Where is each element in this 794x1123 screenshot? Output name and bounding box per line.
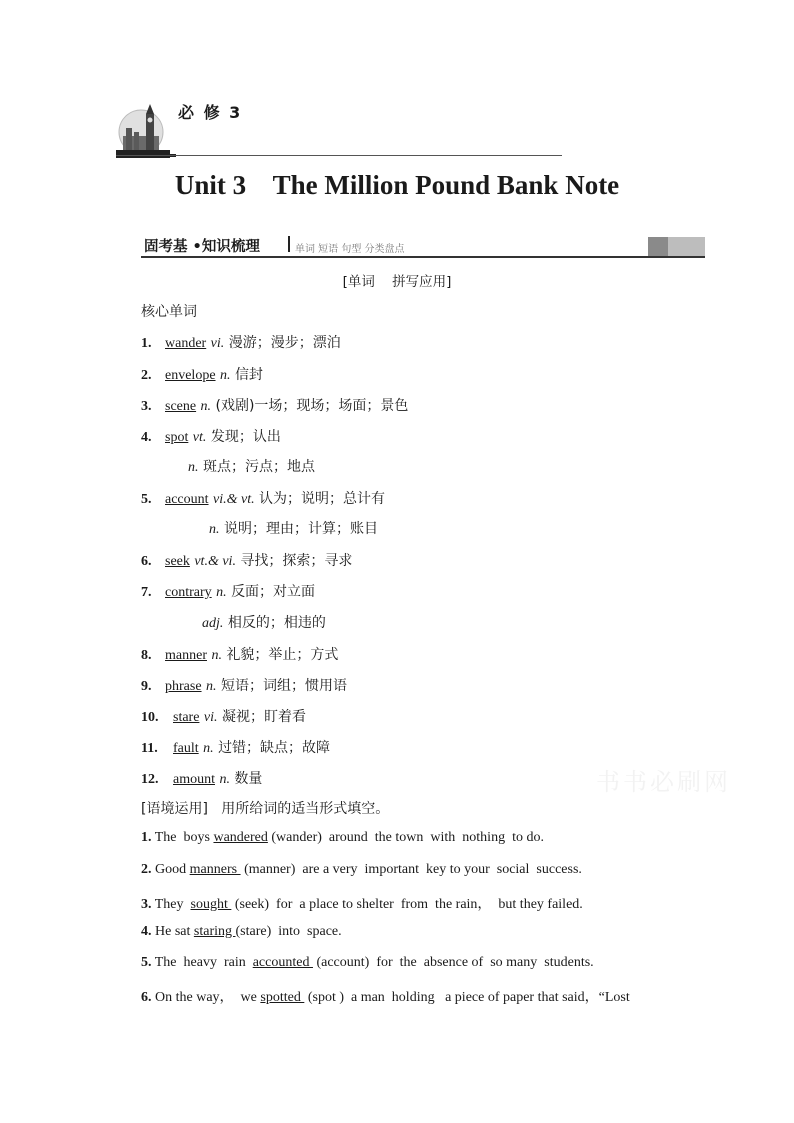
vocab-pos: n. (219, 772, 230, 787)
sentence-number: 5. (141, 955, 152, 970)
vocab-item (141, 644, 338, 664)
vocab-item (141, 706, 306, 726)
sentence-item (141, 924, 342, 940)
vocab-word: seek (165, 554, 190, 569)
vocab-pos: vi. (210, 336, 225, 351)
vocab-number: 10. (141, 710, 159, 725)
watermark: 书书必刷网 (596, 768, 731, 796)
vocab-number: 11. (141, 741, 158, 756)
vocab-pos: adj. (202, 616, 224, 631)
vocab-word: amount (173, 772, 215, 787)
vocab-number: 3. (141, 399, 152, 414)
sentence-answer: staring (193, 924, 236, 939)
sentence-text-before: On the way， we (155, 990, 261, 1005)
vocab-pos: vt.& vi. (194, 554, 236, 569)
section-divider (288, 236, 290, 252)
vocab-meaning: 说明；理由；计算；账目 (223, 521, 378, 537)
unit-title: Unit 3 The Million Pound Bank Note (174, 170, 620, 200)
vocab-word: stare (173, 710, 200, 725)
sentence-number: 6. (141, 990, 152, 1005)
vocab-pos: n. (200, 399, 212, 414)
section-gray-block-dark (648, 237, 668, 256)
vocab-number: 5. (141, 492, 152, 507)
vocab-pos: n. (206, 679, 217, 694)
vocab-item (141, 550, 352, 570)
sentence-text-after: (stare) into space. (235, 924, 342, 939)
sentence-text-before: The heavy rain (154, 955, 253, 970)
vocab-meaning: 反面；对立面 (231, 584, 316, 600)
sentence-item (141, 830, 544, 846)
vocab-number: 12. (141, 772, 159, 787)
vocab-number: 7. (141, 585, 152, 600)
vocab-word: envelope (165, 368, 216, 383)
vocab-pos: n. (219, 368, 231, 383)
vocab-pos: vi. (203, 710, 218, 725)
sentence-item (141, 893, 583, 913)
vocab-meaning: 认为；说明；总计有 (259, 491, 386, 507)
big-ben-emblem-icon (116, 100, 170, 158)
vocab-meaning: 数量 (234, 771, 263, 787)
vocab-item (141, 364, 263, 384)
vocab-number: 6. (141, 554, 152, 569)
vocab-item (141, 675, 347, 695)
vocab-meaning: 斑点；污点；地点 (202, 459, 315, 475)
vocab-item (188, 456, 315, 476)
vocab-word: contrary (165, 585, 212, 600)
vocab-word: fault (173, 741, 199, 756)
vocab-word: phrase (165, 679, 202, 694)
sentence-text-after: (manner) are a very important key to your social success. (240, 862, 582, 877)
vocab-word: spot (165, 430, 189, 445)
sentence-answer: manners (189, 862, 241, 877)
vocab-meaning: 过错；缺点；故障 (218, 740, 331, 756)
vocab-pos: n. (216, 585, 227, 600)
vocab-number: 1. (141, 336, 152, 351)
vocab-meaning: 信封 (234, 367, 263, 383)
vocab-item (141, 581, 315, 601)
vocab-pos: vt. (192, 430, 207, 445)
sentence-text-before: The boys (154, 830, 214, 845)
vocab-word: account (165, 492, 209, 507)
sentence-answer: sought (190, 897, 232, 912)
vocab-pos: n. (209, 522, 220, 537)
vocab-item (141, 737, 330, 757)
book-label: 必 修 3 (178, 103, 243, 122)
sentence-text-before: Good (155, 862, 190, 877)
vocab-meaning: 寻找；探索；寻求 (240, 553, 353, 569)
section-gray-block-light (668, 237, 705, 256)
vocab-pos: n. (203, 741, 214, 756)
vocab-meaning: (戏剧)一场；现场；场面；景色 (215, 398, 409, 414)
section-underline (141, 256, 705, 258)
sentence-item (141, 862, 582, 878)
sentence-text-before: He sat (155, 924, 194, 939)
vocab-pos: n. (211, 648, 222, 663)
section-subtitle: 单词 短语 句型 分类盘点 (295, 244, 405, 255)
vocab-meaning: 发现；认出 (210, 429, 281, 445)
sentence-number: 1. (141, 830, 152, 845)
sentence-text-before: They (154, 897, 191, 912)
vocab-item (141, 332, 341, 352)
section-title: 固考基 •知识梳理 (144, 239, 260, 255)
vocab-meaning: 礼貌；举止；方式 (226, 647, 339, 663)
sentence-text-after: (account) for the absence of so many students. (312, 955, 594, 970)
header-rule (116, 155, 562, 156)
sentence-answer: spotted (260, 990, 305, 1005)
vocab-word: scene (165, 399, 197, 414)
sentence-item (141, 986, 630, 1006)
vocab-meaning: 相反的；相违的 (227, 615, 326, 631)
context-heading: [语境运用] 用所给词的适当形式填空。 (141, 801, 390, 817)
vocab-pos: vi.& vt. (212, 492, 255, 507)
vocab-item (141, 395, 408, 415)
sentence-text-after: (seek) for a place to shelter from the rain， but they failed. (231, 897, 583, 912)
vocab-number: 4. (141, 430, 152, 445)
vocab-item (141, 426, 281, 446)
sub-heading: [单词 拼写应用] (342, 274, 452, 290)
vocab-number: 8. (141, 648, 152, 663)
vocab-meaning: 凝视；盯着看 (221, 709, 306, 725)
sentence-text-after: (spot ) a man holding a piece of paper that said，“Lost (304, 990, 630, 1005)
sentence-answer: wandered (213, 830, 268, 845)
sentence-answer: accounted (252, 955, 313, 970)
sentence-number: 3. (141, 897, 152, 912)
vocab-meaning: 漫游；漫步；漂泊 (228, 335, 341, 351)
vocab-number: 2. (141, 368, 152, 383)
vocab-word: wander (165, 336, 207, 351)
vocab-meaning: 短语；词组；惯用语 (220, 678, 347, 694)
vocab-pos: n. (188, 460, 199, 475)
vocab-item (209, 518, 378, 538)
sentence-item (141, 955, 594, 971)
sentence-number: 2. (141, 862, 152, 877)
core-words-heading: 核心单词 (141, 304, 197, 320)
sentence-number: 4. (141, 924, 152, 939)
vocab-word: manner (165, 648, 207, 663)
vocab-item (202, 612, 326, 632)
vocab-item (141, 488, 385, 508)
vocab-number: 9. (141, 679, 152, 694)
vocab-item (141, 768, 262, 788)
sentence-text-after: (wander) around the town with nothing to do. (267, 830, 544, 845)
